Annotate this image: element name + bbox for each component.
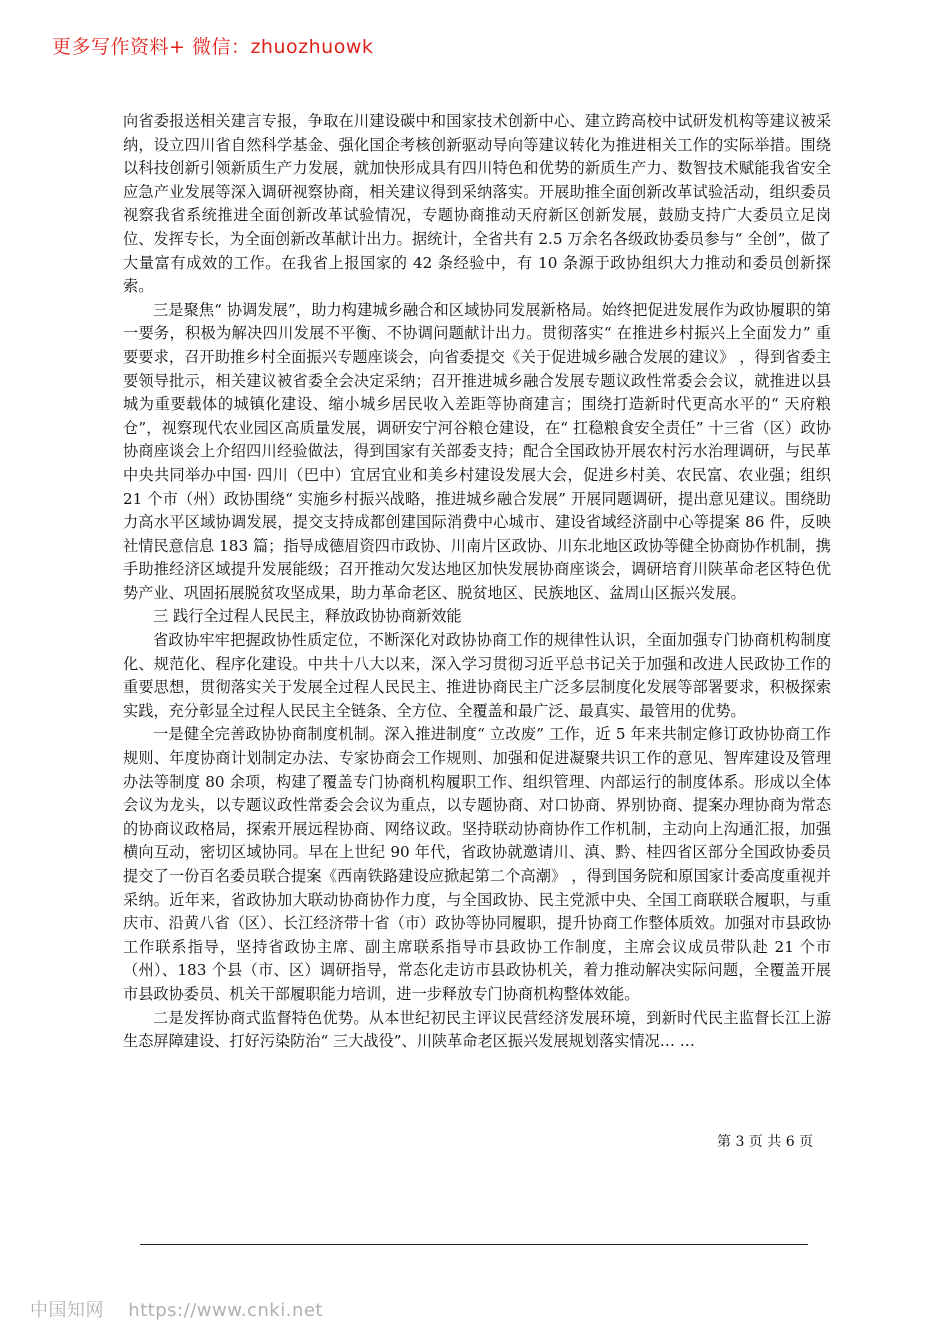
footer-divider bbox=[140, 1244, 808, 1245]
paragraph-1: 向省委报送相关建言专报，争取在川建设碳中和国家技术创新中心、建立跨高校中试研发机构等建议被采纳，设立四川省自然科学基金、强化国企考核创新驱动导向等建议转化为推进相关工作的实际举措。围绕以科技创新引领新质生产力发展，就加快形成具有四川特色和优势的新质生产力、数智技术赋能我省安全应急产业发展等深入调研视察协商，相关建议得到采纳落实。开展助推全面创新改革试验活动，组织委员视察我省系统推进全面创新改革试验情况，专题协商推动天府新区创新发展，鼓励支持广大委员立足岗位、发挥专长，为全面创新改革献计出力。据统计，全省共有 2.5 万余名各级政协委员参与“ 全创”，做了大量富有成效的工作。在我省上报国家的 42 条经验中，有 10 条源于政协组织大力推动和委员创新探索。 bbox=[123, 112, 831, 296]
section-heading: 三 践行全过程人民民主，释放政协协商新效能 bbox=[153, 607, 462, 626]
cnki-watermark bbox=[30, 1296, 323, 1322]
page-number: 第 3 页 共 6 页 bbox=[717, 1134, 814, 1150]
document-body bbox=[123, 110, 831, 1054]
promo-banner: 更多写作资料+ 微信：zhuozhuowk bbox=[52, 36, 374, 58]
watermark-brand: 中国知网 bbox=[30, 1300, 104, 1321]
paragraph-3: 省政协牢牢把握政协性质定位，不断深化对政协协商工作的规律性认识，全面加强专门协商机构制度化、规范化、程序化建设。中共十八大以来，深入学习贯彻习近平总书记关于加强和改进人民政协工作的重要思想，贯彻落实关于发展全过程人民民主、推进协商民主广泛多层制度化发展等部署要求，积极探索实践，充分彰显全过程人民民主全链条、全方位、全覆盖和最广泛、最真实、最管用的优势。 bbox=[123, 631, 831, 720]
watermark-url: https://www.cnki.net bbox=[128, 1300, 323, 1321]
paragraph-2: 三是聚焦“ 协调发展”，助力构建城乡融合和区域协同发展新格局。始终把促进发展作为政协履职的第一要务，积极为解决四川发展不平衡、不协调问题献计出力。贯彻落实“ 在推进乡村振兴上全面发力” 重要要求，召开助推乡村全面振兴专题座谈会，向省委提交《关于促进城乡融合发展的建议》 ，得到省委主要领导批示，相关建议被省委全会决定采纳；召开推进城乡融合发展专题议政性常委会会议，就推进以县城为重要载体的城镇化建设、缩小城乡居民收入差距等协商建言；围绕打造新时代更高水平的“ 天府粮仓”，视察现代农业园区高质量发展，调研安宁河谷粮仓建设，在“ 扛稳粮食安全责任” 十三省（区）政协协商座谈会上介绍四川经验做法，得到国家有关部委支持；配合全国政协开展农村污水治理调研，与民革中央共同举办中国· 四川（巴中）宜居宜业和美乡村建设发展大会，促进乡村美、农民富、农业强；组织 21 个市（州）政协围绕“ 实施乡村振兴战略，推进城乡融合发展” 开展同题调研，提出意见建议。围绕助力高水平区域协调发展，提交支持成都创建国际消费中心城市、建设省域经济副中心等提案 86 件，反映社情民意信息 183 篇；指导成德眉资四市政协、川南片区政协、川东北地区政协等健全协商协作机制，携手助推经济区域提升发展能级；召开推动欠发达地区加快发展协商座谈会，调研培育川陕革命老区特色优势产业、巩固拓展脱贫攻坚成果，助力革命老区、脱贫地区、民族地区、盆周山区振兴发展。 bbox=[123, 300, 831, 602]
paragraph-4: 一是健全完善政协协商制度机制。深入推进制度“ 立改废” 工作，近 5 年来共制定修订政协协商工作规则、年度协商计划制定办法、专家协商会工作规则、加强和促进凝聚共识工作的意见、智库建设及管理办法等制度 80 余项，构建了覆盖专门协商机构履职工作、组织管理、内部运行的制度体系。形成以全体会议为龙头，以专题议政性常委会会议为重点，以专题协商、对口协商、界别协商、提案办理协商为常态的协商议政格局，探索开展远程协商、网络议政。坚持联动协商协作工作机制，主动向上沟通汇报，加强横向互动，密切区域协同。早在上世纪 90 年代，省政协就邀请川、滇、黔、桂四省区部分全国政协委员提交了一份百名委员联合提案《西南铁路建设应掀起第二个高潮》 ，得到国务院和原国家计委高度重视并采纳。近年来，省政协加大联动协商协作力度，与全国政协、民主党派中央、全国工商联联合履职，与重庆市、沿黄八省（区）、长江经济带十省（市）政协等协同履职，提升协商工作整体质效。加强对市县政协工作联系指导，坚持省政协主席、副主席联系指导市县政协工作制度，主席会议成员带队赴 21 个市（州）、183 个县（市、区）调研指导，常态化走访市县政协机关，着力推动解决实际问题，全覆盖开展市县政协委员、机关干部履职能力培训，进一步释放专门协商机构整体效能。 bbox=[123, 725, 831, 1003]
paragraph-5: 二是发挥协商式监督特色优势。从本世纪初民主评议民营经济发展环境，到新时代民主监督长江上游生态屏障建设、打好污染防治“ 三大战役”、川陕革命老区振兴发展规划落实情况… … bbox=[123, 1008, 831, 1051]
